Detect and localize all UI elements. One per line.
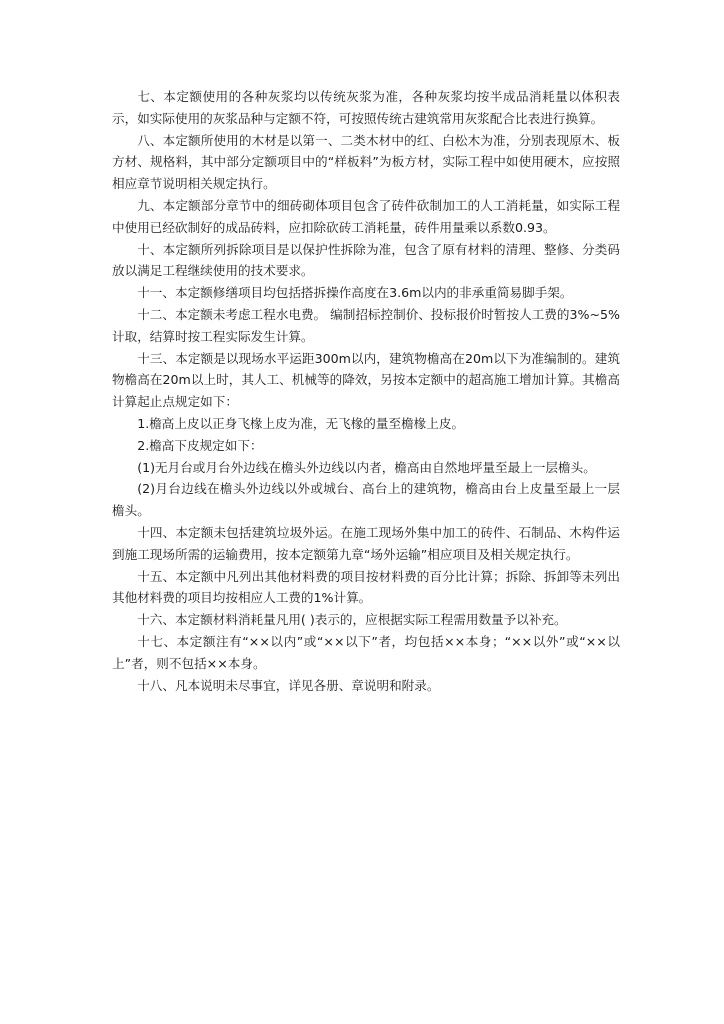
paragraph-16-material-qty: 十六、本定额材料消耗量凡用( )表示的，应根据实际工程需用数量予以补充。 — [137, 612, 567, 628]
paragraph-9-brick: 九、本定额部分章节中的细砖砌体项目包含了砖件砍制加工的人工消耗量，如实际工程中使用已经砍制好的成品砖料，应扣除砍砖工消耗量，砖件用量乘以系数0.93。 — [112, 197, 620, 235]
paragraph-13-eave-height: 十三、本定额是以现场水平运距300m以内，建筑物檐高在20m以下为准编制的。建筑物檐高在20m以上时，其人工、机械等的降效，另按本定额中的超高施工增加计算。其檐高计算起止点规定如下： — [112, 350, 620, 410]
paragraph-18-remarks: 十八、凡本说明未尽事宜，详见各册、章说明和附录。 — [137, 677, 440, 693]
paragraph-13-item-2-2: (2)月台边线在檐头外边线以外或城台、高台上的建筑物，檐高由台上皮量至最上一层檐头。 — [112, 481, 620, 519]
document-body — [112, 86, 620, 696]
paragraph-12-utilities: 十二、本定额未考虑工程水电费。 编制招标控制价、投标报价时暂按人工费的3%~5%计取，结算时按工程实际发生计算。 — [112, 306, 620, 344]
paragraph-14-waste: 十四、本定额未包括建筑垃圾外运。在施工现场外集中加工的砖件、石制品、木构件运到施工现场所需的运输费用，按本定额第九章“场外运输”相应项目及相关规定执行。 — [112, 524, 620, 562]
paragraph-13-item-2: 2.檐高下皮规定如下： — [137, 437, 263, 453]
paragraph-17-within: 十七、本定额注有“××以内”或“××以下”者，均包括××本身；“××以外”或“××以上”者，则不包括××本身。 — [112, 633, 620, 671]
paragraph-15-other-materials: 十五、本定额中凡列出其他材料费的项目按材料费的百分比计算；拆除、拆卸等未列出其他材料费的项目均按相应人工费的1%计算。 — [112, 568, 620, 606]
paragraph-11-scaffold: 十一、本定额修缮项目均包括搭拆操作高度在3.6m以内的非承重简易脚手架。 — [137, 285, 573, 301]
paragraph-8-timber: 八、本定额所使用的木材是以第一、二类木材中的红、白松木为准，分别表现原木、板方材、规格料，其中部分定额项目中的“样板料”为板方材，实际工程中如使用硬木，应按照相应章节说明相关规定执行。 — [112, 132, 620, 192]
paragraph-13-item-2-1: (1)无月台或月台外边线在檐头外边线以内者，檐高由自然地坪量至最上一层檐头。 — [137, 459, 596, 475]
paragraph-13-item-1: 1.檐高上皮以正身飞椽上皮为准，无飞椽的量至檐椽上皮。 — [137, 415, 465, 431]
paragraph-10-demolition: 十、本定额所列拆除项目是以保护性拆除为准，包含了原有材料的清理、整修、分类码放以满足工程继续使用的技术要求。 — [112, 241, 620, 279]
paragraph-7-grout: 七、本定额使用的各种灰浆均以传统灰浆为准，各种灰浆均按半成品消耗量以体积表示，如实际使用的灰浆品种与定额不符，可按照传统古建筑常用灰浆配合比表进行换算。 — [112, 89, 620, 126]
